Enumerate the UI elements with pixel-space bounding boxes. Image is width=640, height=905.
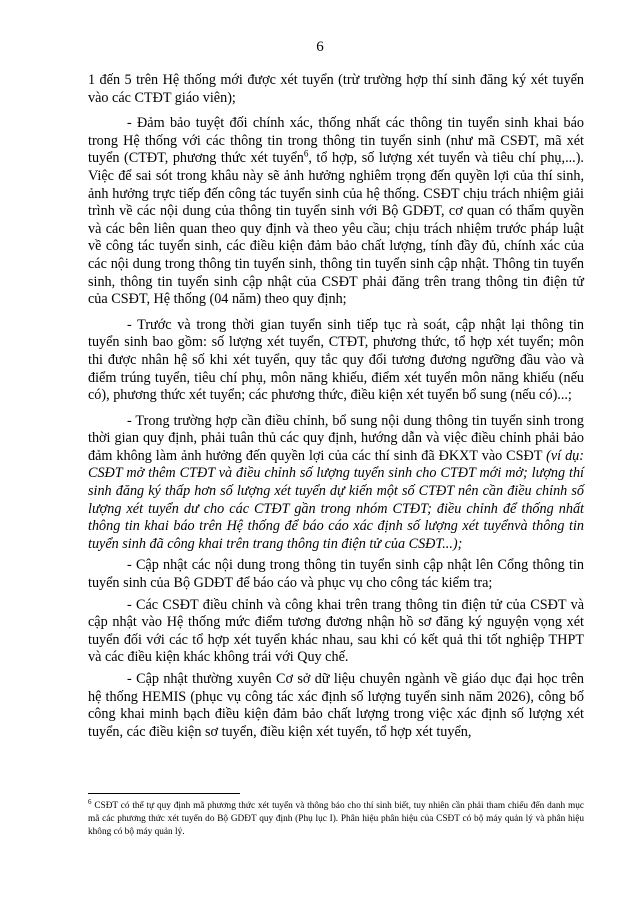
paragraph-accuracy	[88, 115, 584, 309]
paragraph-accuracy-text-end: , tổ hợp, số lượng xét tuyển và tiêu chí phụ,...). Việc để sai sót trong khâu này sẽ ảnh hưởng nghiêm trọng đến quyền lợi của thí sinh, ảnh hưởng trực tiếp đến công tác tuyển sinh của hệ thống. CSĐT chịu trách nhiệm giải trình về các nội dung của thông tin tuyển sinh với Bộ GDĐT, cơ quan có thẩm quyền và các bên liên quan theo quy định và theo yêu cầu; chịu trách nhiệm trước pháp luật về công tác tuyển sinh, các điều kiện đảm bảo chất lượng, tính đầy đủ, chính xác của các nội dung trong thông tin tuyển sinh, thông tin tuyển sinh cập nhật. Thông tin tuyển sinh, thông tin tuyển sinh cập nhật của CSĐT phải đăng trên trang thông tin điện tử của CSĐT, Hệ thống (04 năm) theo quy định;	[88, 150, 584, 308]
document-body	[88, 72, 584, 741]
footnote-divider	[88, 793, 240, 794]
paragraph-portal-update: - Cập nhật các nội dung trong thông tin tuyển sinh cập nhật lên Cổng thông tin tuyển sinh của Bộ GDĐT để báo cáo và phục vụ cho công tác kiểm tra;	[88, 557, 584, 592]
footnote	[88, 797, 584, 839]
footnote-mark: 6	[88, 797, 92, 806]
paragraph-adjustment	[88, 413, 584, 554]
footnote-text: CSĐT có thể tự quy định mã phương thức xét tuyển và thông báo cho thí sinh biết, tuy nhiên cần phải tham chiếu đến danh mục mã các phương thức xét tuyển do Bộ GDĐT quy định (Phụ lục I). Phân hiệu phân hiệu của CSĐT có bộ máy quản lý và phân hiệu không có bộ máy quản lý.	[88, 801, 584, 837]
paragraph-accuracy-text-start: - Đảm bảo tuyệt đối chính xác, thống nhất các thông tin tuyển sinh khai báo trong Hệ thống với các thông tin trong thông tin tuyển sinh (như mã CSĐT, mã xét tuyển (CTĐT, phương thức xét tuyển	[88, 115, 584, 167]
page-number: 6	[316, 39, 324, 55]
paragraph-adjustment-text: - Trong trường hợp cần điều chỉnh, bổ sung nội dung thông tin tuyển sinh trong thời gian quy định, phải tuân thủ các quy định, hướng dẫn và việc điều chỉnh phải bảo đảm không làm ảnh hưởng đến quyền lợi của các thí sinh đã ĐKXT vào CSĐT	[88, 412, 584, 464]
paragraph-score-publication: - Các CSĐT điều chỉnh và công khai trên trang thông tin điện tử của CSĐT và cập nhật vào Hệ thống mức điểm tương đương nhận hồ sơ đăng ký nguyện vọng xét tuyển đối với các tổ hợp xét tuyển khác nhau, sau khi có kết quả thi tốt nghiệp THPT và các điều kiện khác không trái với Quy chế.	[88, 596, 584, 666]
paragraph-continuation: 1 đến 5 trên Hệ thống mới được xét tuyển (trừ trường hợp thí sinh đăng ký xét tuyển vào các CTĐT giáo viên);	[88, 72, 584, 106]
paragraph-hemis-update: - Cập nhật thường xuyên Cơ sở dữ liệu chuyên ngành về giáo dục đại học trên hệ thống HEMIS (phục vụ công tác xác định số lượng tuyển sinh năm 2026), công bố công khai minh bạch điều kiện đảm bảo chất lượng trong việc xác định số lượng xét tuyển, các điều kiện sơ tuyển, điều kiện xét tuyển, tổ hợp xét tuyển,	[88, 671, 584, 740]
paragraph-review-update: - Trước và trong thời gian tuyển sinh tiếp tục rà soát, cập nhật lại thông tin tuyển sinh bao gồm: số lượng xét tuyển, CTĐT, phương thức, tổ hợp xét tuyển; môn thi được nhân hệ số khi xét tuyển, quy tắc quy đổi tương đương ngưỡng đầu vào và điểm trúng tuyển, tiêu chí phụ, môn năng khiếu, điểm xét tuyển môn năng khiếu (nếu có), phương thức xét tuyển; các phương thức, điều kiện xét tuyển bổ sung (nếu có)...;	[88, 316, 584, 404]
footnote-reference: 6	[303, 148, 309, 159]
paragraph-adjustment-example: (ví dụ: CSĐT mở thêm CTĐT và điều chỉnh số lượng tuyển sinh cho CTĐT mới mở; lượng thí sinh đăng ký thấp hơn số lượng xét tuyển dự kiến một số CTĐT nên cần điều chỉnh số lượng xét tuyển dư cho các CTĐT gần trong nhóm CTĐT; điều chỉnh để thống nhất thông tin khai báo trên Hệ thống để báo cáo xác định số lượng xét tuyểnvà thông tin tuyển sinh đã công khai trên trang thông tin điện tử của CSĐT...);	[88, 447, 584, 552]
